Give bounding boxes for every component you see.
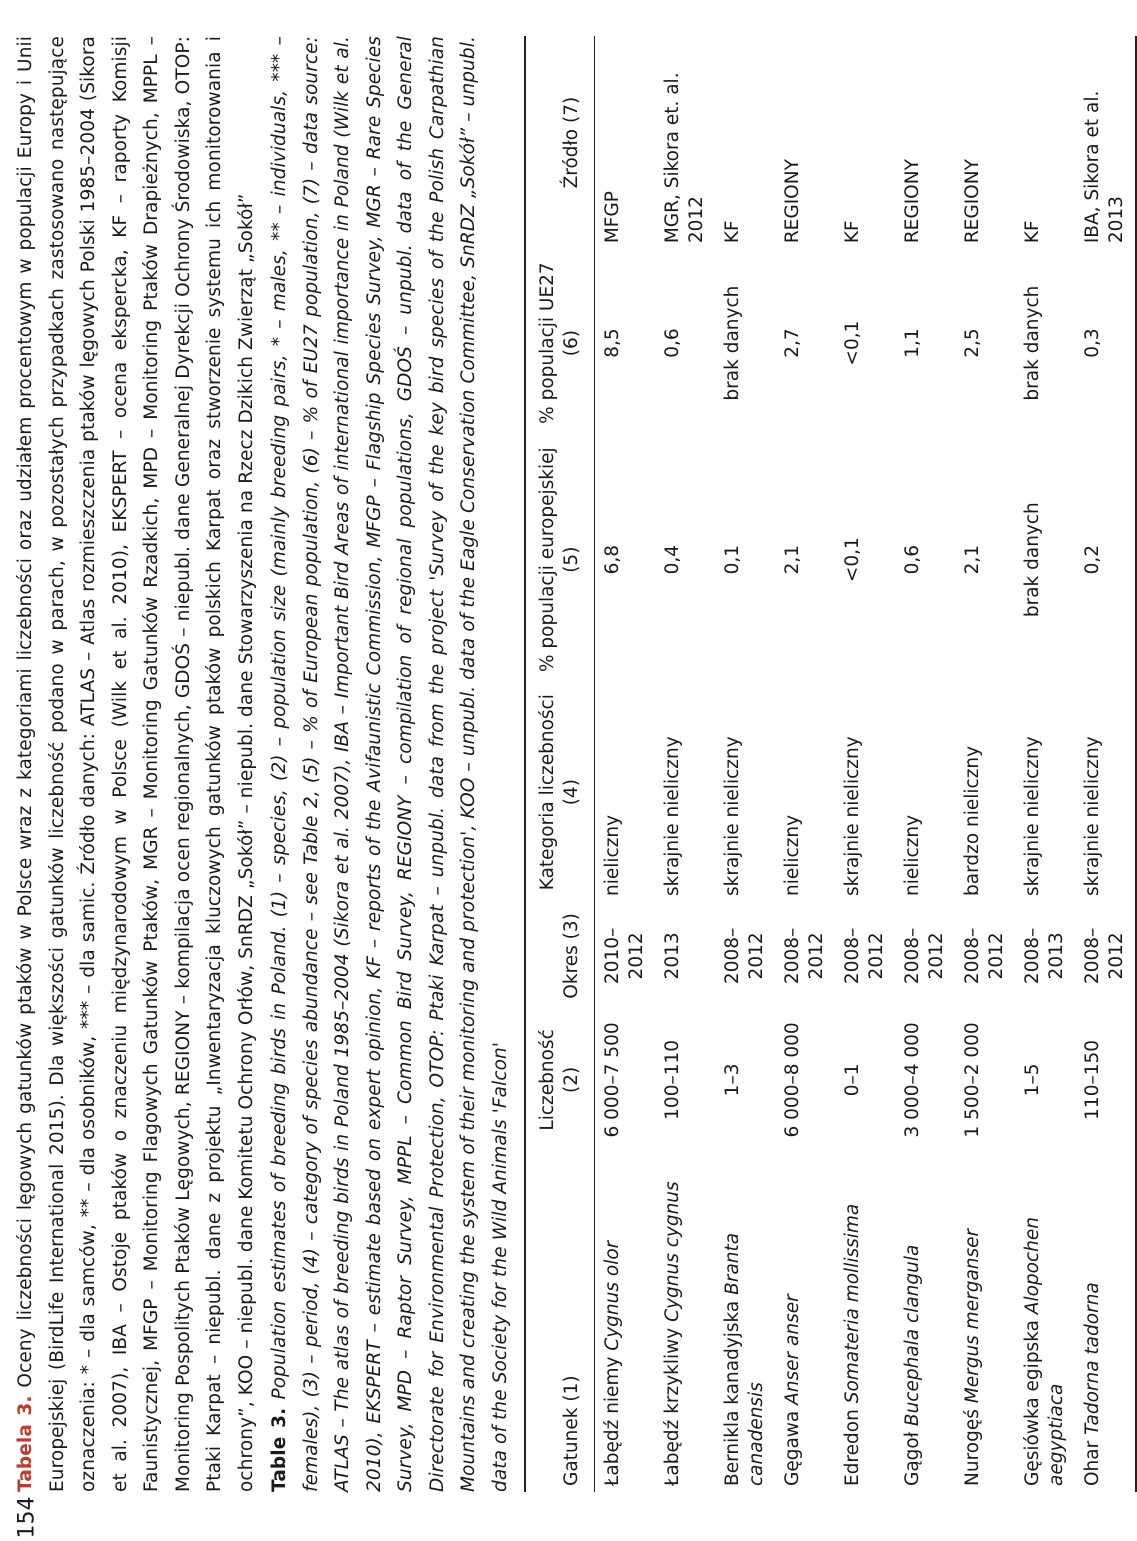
cell-eu-percent: 2,1 [962,544,983,575]
species-name: Łabędź krzykliwy [662,1327,683,1486]
cell-source: KF [1022,220,1043,244]
cell-period: 2008–2012 [902,927,947,985]
species-latin: Cygnus cygnus [662,1181,683,1322]
header-period: Okres (3) [561,913,582,999]
cell-species [655,1150,715,1492]
cell-eu27-percent: 1,1 [902,328,923,358]
cell-species [955,1150,1015,1492]
species-name: Łabędź niemy [602,1356,623,1486]
cell-species [715,1150,775,1492]
species-name: Ohar [1082,1440,1103,1486]
caption-english-text: Population estimates of breeding birds in Poland. (1) – species, (2) – population size (mainly breeding pairs, * – males, ** – individuals, *** – females), (3) – period, (4) – category of species abundance – see Table 2, (5) – % of European population, (6) – % of EU27 population, (7) – data source: ATLAS – The atlas of breeding birds in Poland 1985–2004 (Sikora et al. 2007), IBA – Important Bird Areas of international importance in Poland (Wilk et al. 2010), EKSPERT – estimate based on expert opinion, KF – reports of the Avifaunistic Commission, MFGP – Flagship Species Survey, MGR – Rare Species Survey, MPD – Raptor Survey, MPPL – Common Bird Survey, REGIONY – compilation of regional populations, GDOŚ – unpubl. data of the General Directorate for Environmental Protection, OTOP: Ptaki Karpat – unpubl. data from the project 'Survey of the key bird species of the Polish Carpathian Mountains and creating the system of their monitoring and protection', KOO – unpubl. data of the Eagle Conservation Committee, SnRDZ „Sokół” – unpubl. data of the Society for the Wild Animals 'Falcon' [269,36,511,1492]
cell-species [1075,1150,1136,1492]
header-species: Gatunek (1) [561,1375,582,1486]
cell-species [595,1150,656,1492]
cell-eu27-percent: <0,1 [842,320,863,366]
species-latin: Anser anser [782,1294,803,1405]
table-row [775,36,835,1492]
table-header-row [525,36,595,1492]
cell-eu27-percent: 8,5 [602,328,623,358]
cell-category: skrajnie nieliczny [662,736,683,896]
cell-category: bardzo nieliczny [962,745,983,896]
table-row [1015,36,1075,1492]
cell-source: REGIONY [902,159,923,244]
cell-category: nieliczny [602,814,623,896]
population-table [524,36,1137,1492]
cell-count: 1 500–2 000 [962,1022,983,1138]
cell-eu27-percent: 2,5 [962,328,983,358]
cell-count: 6 000–7 500 [602,1022,623,1138]
cell-source: KF [722,220,743,244]
cell-eu-percent: 0,1 [722,544,743,575]
cell-period: 2008–2012 [722,927,767,985]
caption-english-label: Table 3. [269,1407,290,1492]
cell-period: 2008–2012 [1082,927,1127,985]
cell-eu27-percent: 0,3 [1082,328,1103,358]
cell-species [835,1150,895,1492]
species-name: Gęgawa [782,1410,803,1486]
cell-period: 2008–2013 [1022,927,1067,985]
cell-source: REGIONY [782,159,803,244]
species-latin: Somateria mollissima [842,1203,863,1404]
table-row [655,36,715,1492]
caption-polish [10,36,262,1492]
species-latin: Mergus merganser [962,1228,983,1404]
cell-category: skrajnie nieliczny [1082,736,1103,896]
header-eu27-percent: % populacji UE27 (6) [537,262,582,424]
cell-count: 3 000–4 000 [902,1022,923,1138]
table-row [595,36,656,1492]
header-category: Kategoria liczebności (4) [537,694,582,891]
cell-eu27-percent: 2,7 [782,328,803,358]
cell-count: 110–150 [1082,1039,1103,1120]
species-name: Edredon [842,1409,863,1486]
cell-period: 2008–2012 [782,927,827,985]
cell-species [775,1150,835,1492]
cell-period: 2008–2012 [962,927,1007,985]
cell-source: REGIONY [962,159,983,244]
cell-count: 6 000–8 000 [782,1022,803,1138]
caption-polish-text: Oceny liczebności lęgowych gatunków ptaków w Polsce wraz z kategoriami liczebności oraz udziałem procentowym w populacji Europy i Unii Europejskiej (BirdLife International 2015). Dla większości gatunków liczebność podano w parach, w pozostałych przypadkach zastosowano następujące oznaczenia: * – dla samców, ** – dla osobników, *** – dla samic. Źródło danych: ATLAS – Atlas rozmieszczenia ptaków lęgowych Polski 1985–2004 (Sikora et al. 2007), IBA – Ostoje ptaków o znaczeniu międzynarodowym w Polsce (Wilk et al. 2010), EKSPERT – ocena ekspercka, KF – raporty Komisji Faunistycznej, MFGP – Monitoring Flagowych Gatunków Ptaków, MGR – Monitoring Gatunków Rzadkich, MPD – Monitoring Ptaków Drapieżnych, MPPL – Monitoring Pospolitych Ptaków Lęgowych, REGIONY – kompilacja ocen regionalnych, GDOŚ – niepubl. dane Generalnej Dyrekcji Ochrony Środowiska, OTOP: Ptaki Karpat – niepubl. dane z projektu „Inwentaryzacja kluczowych gatunków ptaków polskich Karpat oraz stworzenie systemu ich monitorowania i ochrony”, KOO – niepubl. dane Komitetu Ochrony Orłów, SnRDZ „Sokół” – niepubl. dane Stowarzyszenia na Rzecz Dzikich Zwierząt „Sokół” [15,35,257,1492]
species-latin: Branta canadensis [722,1232,767,1486]
cell-eu27-percent: brak danych [722,285,743,401]
cell-category: nieliczny [782,814,803,896]
cell-count: 0–1 [842,1063,863,1097]
caption-english [264,36,516,1492]
species-latin: Cygnus olor [602,1240,623,1351]
cell-period: 2010–2012 [602,927,647,985]
species-latin: Alopochen aegyptiaca [1022,1217,1067,1486]
cell-eu27-percent: brak danych [1022,285,1043,401]
cell-source: IBA, Sikora et al. 2013 [1082,90,1127,244]
cell-category: nieliczny [902,814,923,896]
header-count: Liczebność (2) [537,1029,582,1131]
table-row [955,36,1015,1492]
cell-eu-percent: 0,2 [1082,544,1103,575]
species-latin: Tadorna tadorna [1082,1282,1103,1435]
cell-period: 2008–2012 [842,927,887,985]
cell-eu-percent: <0,1 [842,537,863,583]
table-row [895,36,955,1492]
cell-category: skrajnie nieliczny [722,736,743,896]
species-name: Gągoł [902,1432,923,1486]
table-body [595,36,1137,1492]
table-row [715,36,775,1492]
page-number: 154 [14,1496,40,1539]
table-row [1075,36,1136,1492]
species-name: Bernikla kanadyjska [722,1300,743,1486]
cell-count: 100–110 [662,1039,683,1120]
cell-eu-percent: 2,1 [782,544,803,575]
header-source: Źródło (7) [561,96,582,189]
header-eu-percent: % populacji europejskiej (5) [537,447,582,673]
cell-count: 1–5 [1022,1063,1043,1097]
cell-eu-percent: 0,6 [902,544,923,575]
cell-source: MGR, Sikora et. al. 2012 [662,72,707,244]
cell-species [1015,1150,1075,1492]
cell-species [895,1150,955,1492]
species-name: Gęsiówka egipska [1022,1320,1043,1486]
caption-polish-label: Tabela 3. [15,1395,36,1492]
cell-eu-percent: brak danych [1022,502,1043,618]
cell-source: MFGP [602,191,623,244]
cell-category: skrajnie nieliczny [1022,736,1043,896]
cell-category: skrajnie nieliczny [842,736,863,896]
cell-count: 1–3 [722,1063,743,1097]
cell-eu-percent: 6,8 [602,544,623,575]
species-name: Nurogęś [962,1409,983,1486]
cell-source: KF [842,220,863,244]
cell-eu-percent: 0,4 [662,544,683,575]
cell-eu27-percent: 0,6 [662,328,683,358]
table-row [835,36,895,1492]
species-latin: Bucephala clangula [902,1244,923,1427]
cell-period: 2013 [662,932,683,980]
